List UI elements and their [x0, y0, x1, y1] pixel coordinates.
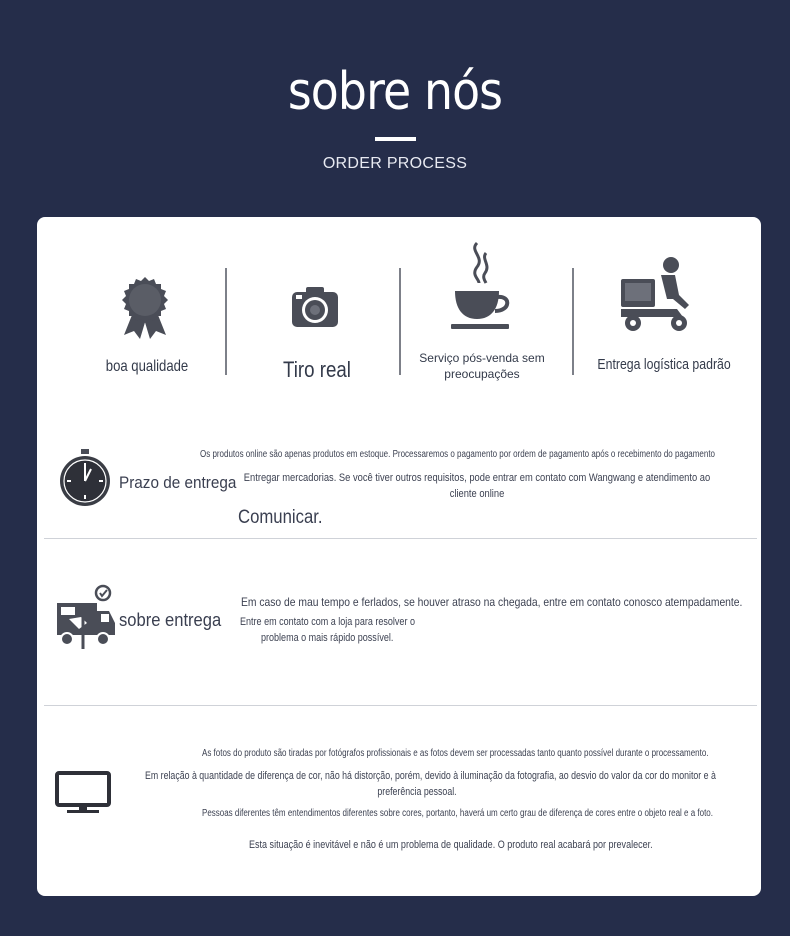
divider-2 [399, 268, 401, 375]
about-delivery-text-2b: problema o mais rápido possível. [261, 632, 394, 644]
divider-3 [572, 268, 574, 375]
feature-real-shot [257, 275, 377, 385]
color-note-text-1: As fotos do produto são tiradas por fotógrafos profissionais e as fotos devem ser processadas tanto quanto possível durante o processamento. [202, 748, 709, 759]
clock-icon [59, 449, 111, 509]
feature-after-sales [419, 239, 545, 389]
feature-label-quality: boa qualidade [105, 358, 189, 375]
feature-label-real-shot: Tiro real [283, 357, 351, 382]
feature-label-logistics: Entrega logística padrão [597, 356, 731, 373]
color-note-text-2a: Em relação à quantidade de diferença de cor, não há distorção, porém, devido à iluminação da fotografia, ao desvio do valor da cor do monitor e à [145, 770, 716, 782]
rosette-icon [120, 275, 170, 341]
delivery-scooter-icon [619, 255, 693, 335]
page-subtitle: ORDER PROCESS [322, 155, 468, 172]
about-delivery-text-2a: Entre em contato com a loja para resolver o [240, 616, 415, 628]
delivery-time-text-2b: cliente online [449, 488, 505, 500]
coffee-cup-icon [449, 239, 513, 333]
delivery-time-text-3: Comunicar. [238, 507, 323, 528]
info-card [37, 217, 761, 896]
about-delivery-title: sobre entrega [119, 610, 222, 630]
color-note-text-4: Esta situação é inevitável e não é um problema de qualidade. O produto real acabará por prevalecer. [249, 839, 653, 851]
delivery-time-text-1: Os produtos online são apenas produtos em estoque. Processaremos o pagamento por ordem de pagamento após o recebimento do pagamento [200, 449, 715, 460]
camera-icon [290, 285, 340, 329]
page-title: sobre nós [287, 62, 503, 122]
feature-quality [92, 275, 202, 380]
about-delivery-text-1: Em caso de mau tempo e ferlados, se houver atraso na chegada, entre em contato conosco atempadamente. [241, 595, 743, 609]
feature-logistics [593, 255, 733, 375]
section-divider-2 [44, 705, 757, 706]
divider-1 [225, 268, 227, 375]
delivery-truck-icon [55, 583, 117, 651]
feature-label-after-sales: Serviço pós-venda sem preocupações [419, 351, 545, 381]
color-note-text-2b: preferência pessoal. [377, 786, 457, 798]
delivery-time-text-2a: Entregar mercadorias. Se você tiver outros requisitos, pode entrar em contato com Wangwang e atendimento ao [243, 472, 711, 484]
delivery-time-title: Prazo de entrega [119, 473, 237, 492]
monitor-icon [55, 771, 111, 815]
section-divider-1 [44, 538, 757, 539]
color-note-text-3: Pessoas diferentes têm entendimentos diferentes sobre cores, portanto, haverá um certo grau de diferença de cores entre o objeto real e a foto. [202, 808, 713, 819]
title-underline [375, 137, 416, 141]
